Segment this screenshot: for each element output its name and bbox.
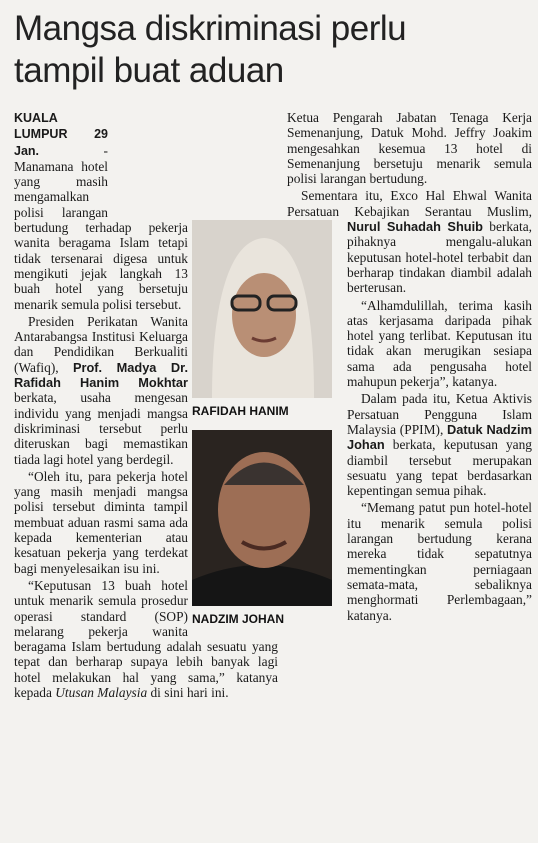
portrait-illustration bbox=[192, 430, 332, 606]
dateline: KUALA LUMPUR 29 Jan. bbox=[14, 111, 108, 158]
portrait-illustration bbox=[192, 220, 332, 398]
paragraph: Ketua Pengarah Jabatan Tenaga Kerja Semenanjung, Datuk Mohd. Jeffry Joakim mengesahkan kesemua 13 hotel di Semenanjung bersetuju menarik semula polisi larangan bertudung. bbox=[287, 110, 532, 187]
photo-caption: RAFIDAH HANIM bbox=[192, 404, 289, 418]
headline: Mangsa diskriminasi perlu tampil buat aduan bbox=[14, 9, 407, 90]
photo-caption: NADZIM JOHAN bbox=[192, 612, 284, 626]
paragraph: Dalam pada itu, Ketua Aktivis Persatuan Pengguna Islam Malaysia (PPIM), Datuk Nadzim Johan berkata, keputusan yang diambil tersebut merupakan sesuatu yang tepat berdasarkan kepentingan semua pihak. bbox=[347, 391, 532, 499]
paragraph: “Memang patut pun hotel-hotel itu menarik semula polisi larangan bertudung kerana mereka tidak sepatutnya mementingkan perniagaan semata-mata, sebaliknya menghormati Perlembagaan,” katanya. bbox=[347, 500, 532, 623]
photo-rafidah-hanim bbox=[192, 220, 332, 398]
publication-name: Utusan Malaysia bbox=[55, 684, 148, 700]
paragraph: Sementara itu, Exco Hal Ehwal Wanita Persatuan Kebajikan Serantau Muslim, Nurul Suhadah Shuib berkata, pihaknya mengalu-alukan keputusan hotel-hotel terbabit dan berharap tindakan diambil adalah berterusan. bbox=[287, 188, 532, 296]
person-name: Nurul Suhadah Shuib bbox=[347, 219, 483, 235]
paragraph: “Oleh itu, para pekerja hotel yang masih menjadi mangsa polisi tersebut diminta tampil membuat aduan rasmi sama ada kepada kementerian atau kesatuan pekerja yang terdekat bagi menyelesaikan isu ini. bbox=[14, 468, 188, 576]
paragraph: “Keputusan 13 buah hotel untuk menarik semula prosedur operasi standard (SOP) melarang pekerja wanita beragama Islam bertudung adalah sesuatu yang tepat dan berharap supaya lebih banyak lagi hotel melakukan hal yang sama,” katanya kepada Utusan Malaysia di sini hari ini. bbox=[14, 577, 278, 700]
paragraph: Presiden Perikatan Wanita Antarabangsa Institusi Keluarga dan Pendidikan Berkualiti (Wafiq), Prof. Madya Dr. Rafidah Hanim Mokhtar berkata, usaha mengesan individu yang menjadi mangsa diskriminasi tersebut perlu diteruskan bagi memastikan tiada lagi hotel yang berdegil. bbox=[14, 313, 188, 467]
photo-nadzim-johan bbox=[192, 430, 332, 606]
person-name: Datuk Nadzim Johan bbox=[347, 421, 532, 453]
paragraph: KUALA LUMPUR 29 Jan. - Manamana hotel yang masih mengamalkan polisi larangan bertudung terhadap pekerja wanita beragama Islam tetapi tidak tersenarai digesa untuk mengikuti jejak langkah 13 buah hotel yang bersetuju menarik semula polisi tersebut. bbox=[14, 111, 188, 312]
paragraph: “Alhamdulillah, terima kasih atas kerjasama daripada pihak hotel yang terlibat. Keputusan itu tidak akan merugikan sesiapa sama ada pengusaha hotel mahupun pekerja”, katanya. bbox=[347, 297, 532, 390]
person-name: Prof. Madya Dr. Rafidah Hanim Mokhtar bbox=[14, 359, 188, 391]
